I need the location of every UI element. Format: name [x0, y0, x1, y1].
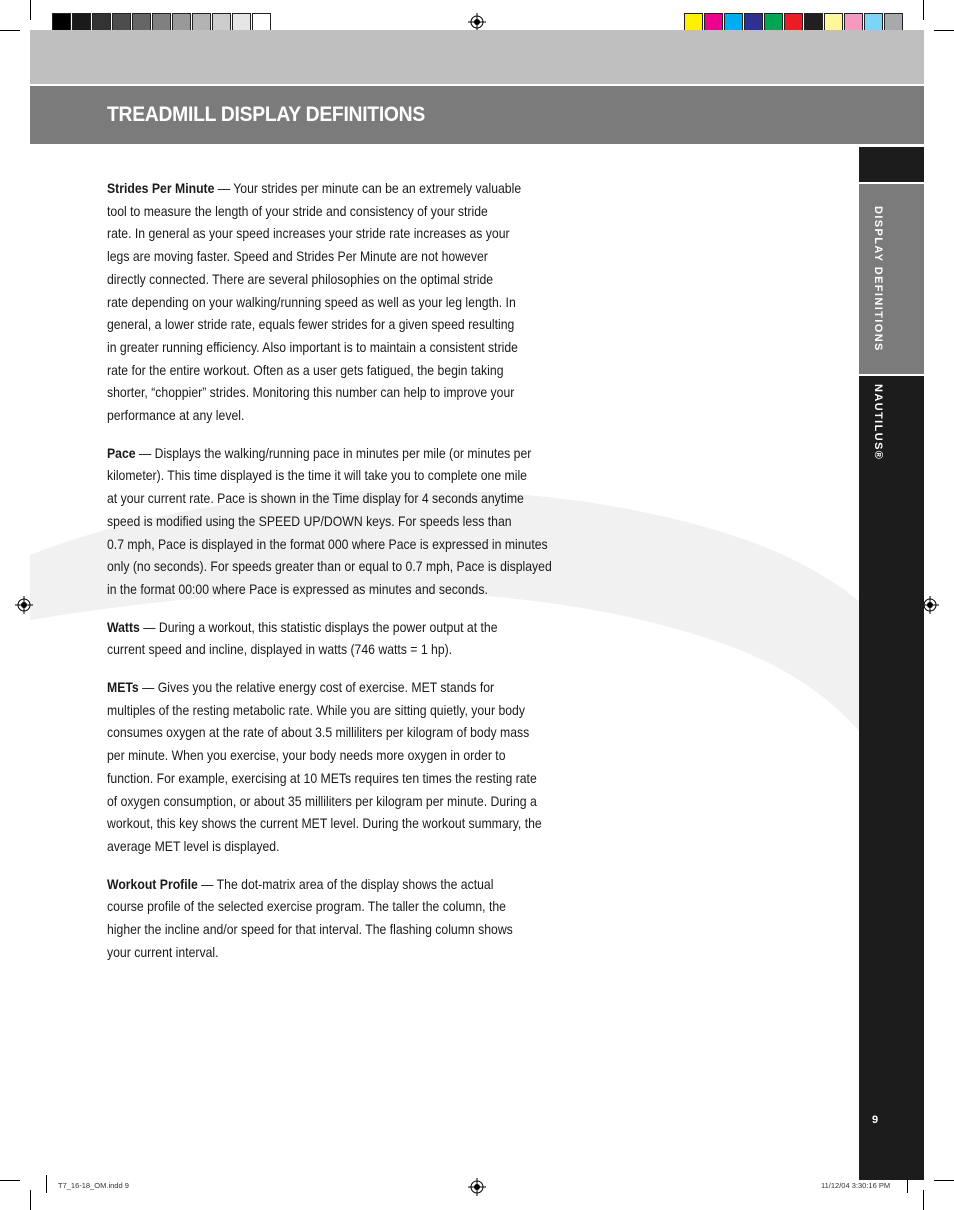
definition-text-line: shorter, “choppier” strides. Monitoring this number can help to improve your — [107, 385, 515, 401]
definition-text-line: in the format 00:00 where Pace is expressed as minutes and seconds. — [107, 581, 488, 597]
definition-text-line: rate. In general as your speed increases your stride rate increases as your — [107, 226, 510, 242]
definition-workout-profile — [107, 874, 622, 965]
definition-text-line: in greater running efficiency. Also important is to maintain a consistent stride — [107, 339, 518, 355]
definition-text-line: per minute. When you exercise, your body needs more oxygen in order to — [107, 748, 506, 764]
definition-text-line: of oxygen consumption, or about 35 milliliters per kilogram per minute. During a — [107, 793, 537, 809]
slug-timestamp: 11/12/04 3:30:16 PM — [821, 1181, 891, 1190]
definition-text-line: general, a lower stride rate, equals fewer strides for a given speed resulting — [107, 317, 515, 333]
definition-term: Watts — [107, 619, 140, 635]
definition-text-line: consumes oxygen at the rate of about 3.5 milliliters per kilogram of body mass — [107, 725, 530, 741]
definition-text-line: multiples of the resting metabolic rate. While you are sitting quietly, your body — [107, 702, 525, 718]
definition-text-line: average MET level is displayed. — [107, 838, 280, 854]
definition-text-line: — Your strides per minute can be an extremely valuable — [214, 181, 522, 196]
registration-mark-icon — [15, 596, 33, 614]
slug-filename: T7_16-18_OM.indd 9 — [58, 1181, 129, 1190]
definition-text-line: function. For example, exercising at 10 METs requires ten times the resting rate — [107, 770, 537, 786]
definitions-body — [107, 178, 622, 980]
definition-text-line: 0.7 mph, Pace is displayed in the format 000 where Pace is expressed in minutes — [107, 536, 548, 552]
definition-term: Strides Per Minute — [107, 181, 215, 196]
definition-text-line: only (no seconds). For speeds greater than or equal to 0.7 mph, Pace is displayed — [107, 559, 552, 575]
side-tab-top — [859, 147, 924, 182]
definition-text-line: rate depending on your walking/running speed as well as your leg length. In — [107, 294, 516, 310]
definition-text-line: at your current rate. Pace is shown in the Time display for 4 seconds anytime — [107, 491, 524, 507]
definition-text-line: — Displays the walking/running pace in minutes per mile (or minutes per — [135, 445, 532, 461]
definition-pace — [107, 443, 622, 602]
definition-term: METs — [107, 680, 139, 696]
definition-text-line: — The dot-matrix area of the display shows the actual — [197, 876, 494, 892]
definition-text-line: kilometer). This time displayed is the time it will take you to complete one mile — [107, 468, 527, 484]
definition-text-line: course profile of the selected exercise program. The taller the column, the — [107, 899, 506, 915]
definition-text-line: — Gives you the relative energy cost of exercise. MET stands for — [138, 680, 495, 696]
definition-text-line: legs are moving faster. Speed and Strides Per Minute are not however — [107, 249, 488, 265]
registration-mark-icon — [468, 13, 486, 31]
registration-mark-icon — [468, 1178, 486, 1196]
definition-text-line: higher the incline and/or speed for that interval. The flashing column shows — [107, 922, 513, 938]
definition-text-line: tool to measure the length of your stride and consistency of your stride — [107, 203, 488, 219]
side-tab-brand-label: NAUTILUS® — [872, 384, 884, 461]
page-title: TREADMILL DISPLAY DEFINITIONS — [107, 103, 425, 126]
side-tab-section-label: DISPLAY DEFINITIONS — [872, 206, 884, 352]
definition-text-line: rate for the entire workout. Often as a user gets fatigued, the begin taking — [107, 362, 504, 378]
definition-text-line: performance at any level. — [107, 408, 245, 424]
page-number: 9 — [872, 1114, 879, 1126]
definition-text-line: workout, this key shows the current MET level. During the workout summary, the — [107, 816, 542, 832]
definition-text-line: your current interval. — [107, 944, 219, 960]
definition-mets — [107, 677, 622, 859]
header-band-light — [30, 30, 924, 84]
definition-term: Workout Profile — [107, 876, 198, 892]
definition-term: Pace — [107, 445, 136, 461]
side-tab-brand — [859, 376, 924, 1180]
definition-watts — [107, 617, 622, 662]
side-tab-section — [859, 184, 924, 374]
definition-text-line: current speed and incline, displayed in watts (746 watts = 1 hp). — [107, 642, 453, 658]
definition-text-line: speed is modified using the SPEED UP/DOWN keys. For speeds less than — [107, 513, 512, 529]
definition-strides-per-minute — [107, 178, 622, 428]
definition-text-line: directly connected. There are several philosophies on the optimal stride — [107, 271, 494, 287]
definition-text-line: — During a workout, this statistic displays the power output at the — [139, 619, 498, 635]
